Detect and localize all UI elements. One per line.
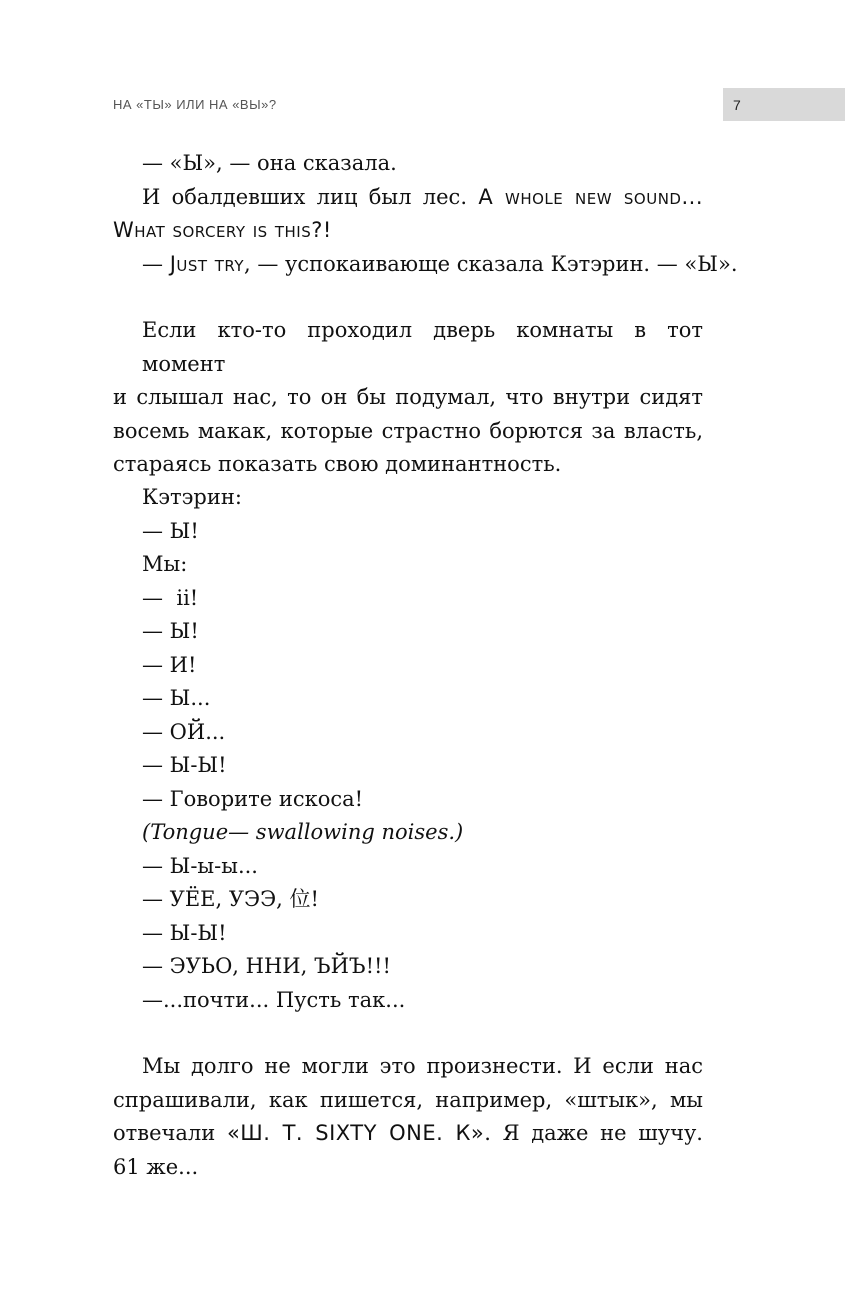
opening-line-4: [113, 248, 738, 282]
opening-line-4-comic: Just try: [169, 251, 245, 276]
paragraph-1-line: Если кто-то проходил дверь комнаты в тот момент: [142, 318, 703, 376]
running-title: НА «ТЫ» ИЛИ НА «ВЫ»?: [113, 97, 277, 112]
dialogue-line: — Ы-Ы!: [142, 753, 227, 777]
opening-line-1: — «Ы», — она сказала.: [142, 151, 397, 175]
opening-line-3-comic: What sorcery is this?!: [113, 218, 332, 242]
paragraph-1-line: восемь макак, которые страстно борются за власть,: [113, 418, 703, 443]
paragraph-1: [113, 314, 703, 482]
paragraph-2: [113, 1050, 703, 1184]
dialogue-line: —...почти... Пусть так...: [142, 987, 406, 1012]
opening-line-4-text: , — успокаивающе сказала Кэтэрин. — «Ы».: [244, 251, 738, 276]
paragraph-2-line-1: Мы долго не могли это произнести. И если нас: [142, 1054, 703, 1078]
dialogue-line: — УЁЕ, УЭЭ, 位!: [142, 887, 319, 911]
dialogue-line: Мы:: [142, 552, 188, 576]
opening-line-2: [113, 181, 703, 215]
dialogue-line: — ii!: [142, 585, 199, 610]
paragraph-2-line-3-comic: «Ш. Т. SIXTY ONE. К»: [226, 1121, 485, 1145]
dialogue-line: — Ы!: [142, 619, 199, 643]
paragraph-1-line: и слышал нас, то он бы подумал, что внутри сидят: [113, 385, 703, 409]
dialogue-block: [113, 481, 703, 1017]
dialogue-line-italic: (Tongue— swallowing noises.): [142, 820, 464, 844]
paragraph-1-line: стараясь показать свою доминантность.: [113, 452, 562, 476]
opening-line-3: [113, 214, 703, 248]
page-number: 7: [733, 97, 741, 113]
dialogue-line: — Ы-Ы!: [142, 920, 227, 945]
paragraph-2-line-3-post: . Я даже не шучу.: [484, 1121, 703, 1145]
dialogue-line: — Ы...: [142, 686, 211, 710]
paragraph-2-line-4: 61 же...: [113, 1154, 199, 1179]
dialogue-line: — Ы!: [142, 518, 199, 543]
opening-line-2-text: И обалдевших лиц был лес.: [142, 184, 479, 209]
dialogue-line: — ОЙ...: [142, 719, 226, 744]
dialogue-line: — Говорите искоса!: [142, 786, 364, 811]
opening-line-2-comic: A whole new sound...: [478, 184, 703, 209]
dialogue-line: — Ы-ы-ы...: [142, 853, 258, 878]
dialogue-line: — И!: [142, 652, 197, 677]
dialogue-line: — ЭУЬО, ННИ, ЪЙЪ!!!: [142, 954, 391, 978]
dialogue-line: Кэтэрин:: [142, 485, 242, 509]
page-number-tab: [723, 88, 845, 121]
paragraph-2-line-2: спрашивали, как пишется, например, «штык», мы: [113, 1087, 703, 1112]
opening-line-4-dash: —: [142, 251, 170, 276]
paragraph-2-line-3-pre: отвечали: [113, 1121, 227, 1145]
paragraph-2-line-3: [113, 1117, 703, 1151]
opening-block: [113, 147, 738, 281]
